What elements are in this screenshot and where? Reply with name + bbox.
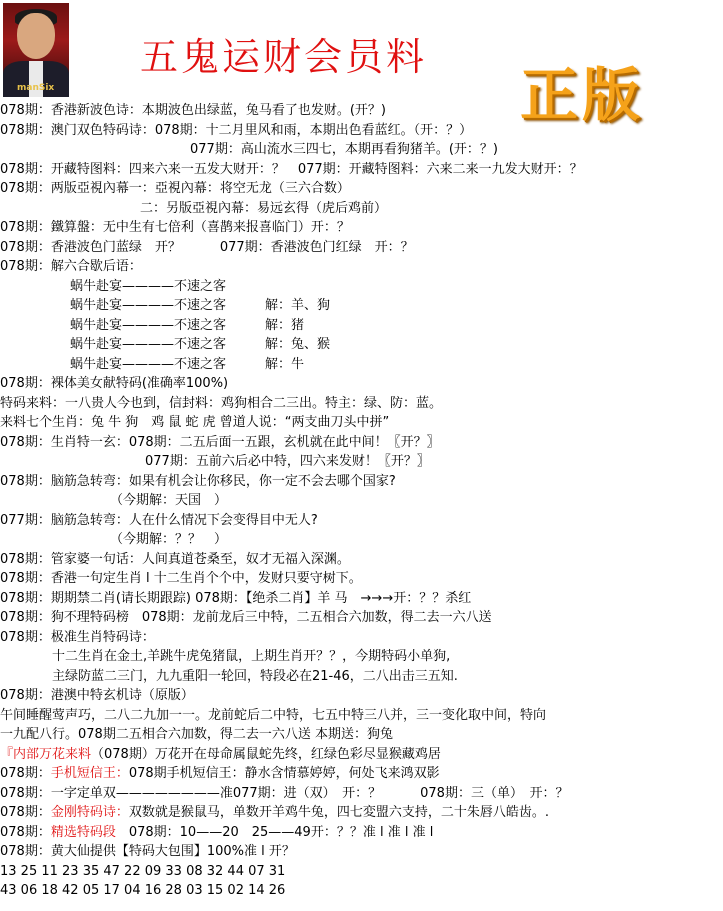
line-text: 078期：两版亞視內幕一：亞視內幕：将空无龙（三六合数） [0, 181, 350, 196]
line-text: 蜗牛赴宴————不速之客 解：兔、猴 [70, 337, 331, 352]
text-line [0, 686, 723, 706]
line-text: 078期：澳门双色特码诗：078期：十二月里风和雨，本期出色看蓝红。（开：？） [0, 122, 473, 138]
line-text: 蜗牛赴宴————不速之客 解：牛 [70, 356, 305, 372]
text-line [0, 784, 723, 804]
text-line [0, 764, 723, 784]
text-line [0, 667, 723, 687]
line-text: 078期：期期禁二肖(请长期跟踪) 078期：【绝杀二肖】羊 马 →→→开：？？杀红 [0, 590, 472, 606]
line-highlight: 精选特码段 [50, 824, 116, 840]
text-line [0, 491, 723, 511]
line-text: 078期：10——20 25——49开：？？准 l 准 l 准 l [115, 824, 434, 840]
text-line [0, 550, 723, 570]
line-text: 077期：高山流水三四七，本期再看狗猪羊。(开：？) [190, 142, 498, 157]
text-line [0, 862, 723, 882]
line-text: 078期：鐵算盤：无中生有七倍利（喜鹊来报喜临门）开：？ [0, 220, 350, 235]
line-text: 078期：狗不理特码榜 078期：龙前龙后三中特，二五相合六加数，得二去一六八送 [0, 610, 492, 625]
line-text: 二：另版亞視內幕：易远玄得（虎后鸡前） [140, 200, 388, 216]
text-line [0, 374, 723, 394]
line-text: 078期：生肖特一玄：078期：二五后面一五跟，玄机就在此中间！〖开？〗 [0, 434, 440, 450]
line-text: 蜗牛赴宴————不速之客 解：猪 [70, 317, 305, 333]
avatar [3, 3, 69, 97]
text-line [0, 121, 723, 141]
line-text: 078期：开藏特图料：四来六来一五发大财开：？ 077期：开藏特图料：六来二来一九发大财开：？ [0, 161, 583, 177]
line-text: 078期：管家婆一句话：人间真道苍桑至，奴才无福入深渊。 [0, 551, 350, 567]
line-text: （今期解：天国 ） [110, 493, 228, 508]
text-line [0, 589, 723, 609]
line-text: 078期：黄大仙提供【特码大包围】100%准 l 开？ [0, 844, 295, 859]
text-line [0, 511, 723, 531]
content-lines [0, 101, 723, 901]
line-text: 078期：香港新波色诗：本期波色出绿蓝，兔马看了也发财。(开？) [0, 103, 386, 118]
text-line [0, 101, 723, 121]
line-text: （078期）万花开在母命属鼠蛇先终，红绿色彩尽显猴藏鸡居 [91, 746, 441, 762]
text-line [0, 881, 723, 901]
text-line [0, 199, 723, 219]
text-line [0, 140, 723, 160]
text-line [0, 569, 723, 589]
line-highlight: 金刚特码诗： [50, 805, 129, 820]
line-text: 一九配八行。078期二五相合六加数，得二去一六八送 本期送：狗兔 [0, 727, 393, 742]
line-text: 13 25 11 23 35 47 22 09 33 08 32 44 07 31 [0, 863, 286, 879]
text-line [0, 803, 723, 823]
text-line [0, 530, 723, 550]
line-highlight: 『内部万花来料 [0, 746, 92, 762]
line-text: 078期：极准生肖特码诗： [0, 629, 155, 645]
text-line [0, 355, 723, 375]
text-line [0, 413, 723, 433]
line-text: 来料七个生肖：兔 牛 狗 鸡 鼠 蛇 虎 曾道人说：“两支曲刀头中拼” [0, 415, 390, 430]
text-line [0, 745, 723, 765]
text-line [0, 296, 723, 316]
text-line [0, 335, 723, 355]
text-line [0, 277, 723, 297]
line-text: 078期手机短信王：静水含情慕婷婷，何处飞来鸿双影 [128, 766, 440, 781]
line-text: （今期解：？？ ） [110, 532, 228, 547]
line-highlight: 手机短信王： [50, 766, 129, 781]
text-line [0, 472, 723, 492]
text-line [0, 394, 723, 414]
line-text: 078期：香港一句定生肖 l 十二生肖个个中，发财只要守树下。 [0, 571, 362, 586]
line-text: 078期：香港波色门蓝绿 开？ 077期：香港波色门红绿 开：？ [0, 239, 414, 255]
line-prefix: 078期： [0, 766, 51, 781]
text-line [0, 706, 723, 726]
line-text: 077期：脑筋急转弯：人在什么情况下会变得目中无人? [0, 512, 318, 528]
text-line [0, 608, 723, 628]
line-text: 蜗牛赴宴————不速之客 [70, 278, 227, 294]
line-prefix: 078期： [0, 824, 51, 840]
line-text: 078期：一字定单双————————准077期：进（双） 开：？ 078期：三（单） 开：？ [0, 785, 569, 801]
text-line [0, 725, 723, 745]
line-text: 078期：裸体美女献特码(准确率100%) [0, 376, 229, 391]
line-text: 蜗牛赴宴————不速之客 解：羊、狗 [70, 298, 331, 313]
line-text: 43 06 18 42 05 17 04 16 28 03 15 02 14 26 [0, 883, 286, 898]
line-text: 午间睡醒莺声巧，二八二九加一一。龙前蛇后二中特，七五中特三八并，三一变化取中间，特向 [0, 707, 547, 723]
line-text: 078期：港澳中特玄机诗（原版） [0, 688, 194, 703]
text-line [0, 238, 723, 258]
line-prefix: 078期： [0, 805, 51, 820]
avatar-face [17, 13, 55, 59]
text-line [0, 179, 723, 199]
text-line [0, 257, 723, 277]
genuine-badge: 正版 [520, 61, 645, 129]
line-text: 078期：脑筋急转弯：如果有机会让你移民，你一定不会去哪个国家? [0, 473, 396, 489]
text-line [0, 823, 723, 843]
page-title: 五鬼运财会员料 [140, 35, 428, 79]
text-line [0, 433, 723, 453]
line-text: 077期：五前六后必中特，四六来发财！〖开？〗 [145, 454, 430, 469]
text-line [0, 628, 723, 648]
text-line [0, 160, 723, 180]
line-text: 双数就是猴鼠马，单数开羊鸡牛兔，四七変盟六支持，二十朱唇八皓齿。. [128, 805, 549, 820]
line-text: 078期：解六合歇后语： [0, 259, 142, 274]
text-line [0, 218, 723, 238]
text-line [0, 316, 723, 336]
line-text: 十二生肖在金土,羊跳牛虎兔猪鼠，上期生肖开？？，今期特码小单狗, [52, 649, 451, 664]
text-line [0, 452, 723, 472]
text-line [0, 842, 723, 862]
line-text: 特码来料：一八贵人今也到，信封料：鸡狗相合二三出。特主：绿、防：蓝。 [0, 395, 443, 411]
text-line [0, 647, 723, 667]
line-text: 主绿防蓝二三门，九九重阳一轮回，特段必在21-46，二八出击三五知. [52, 668, 458, 684]
avatar-label: manSix [17, 83, 55, 93]
